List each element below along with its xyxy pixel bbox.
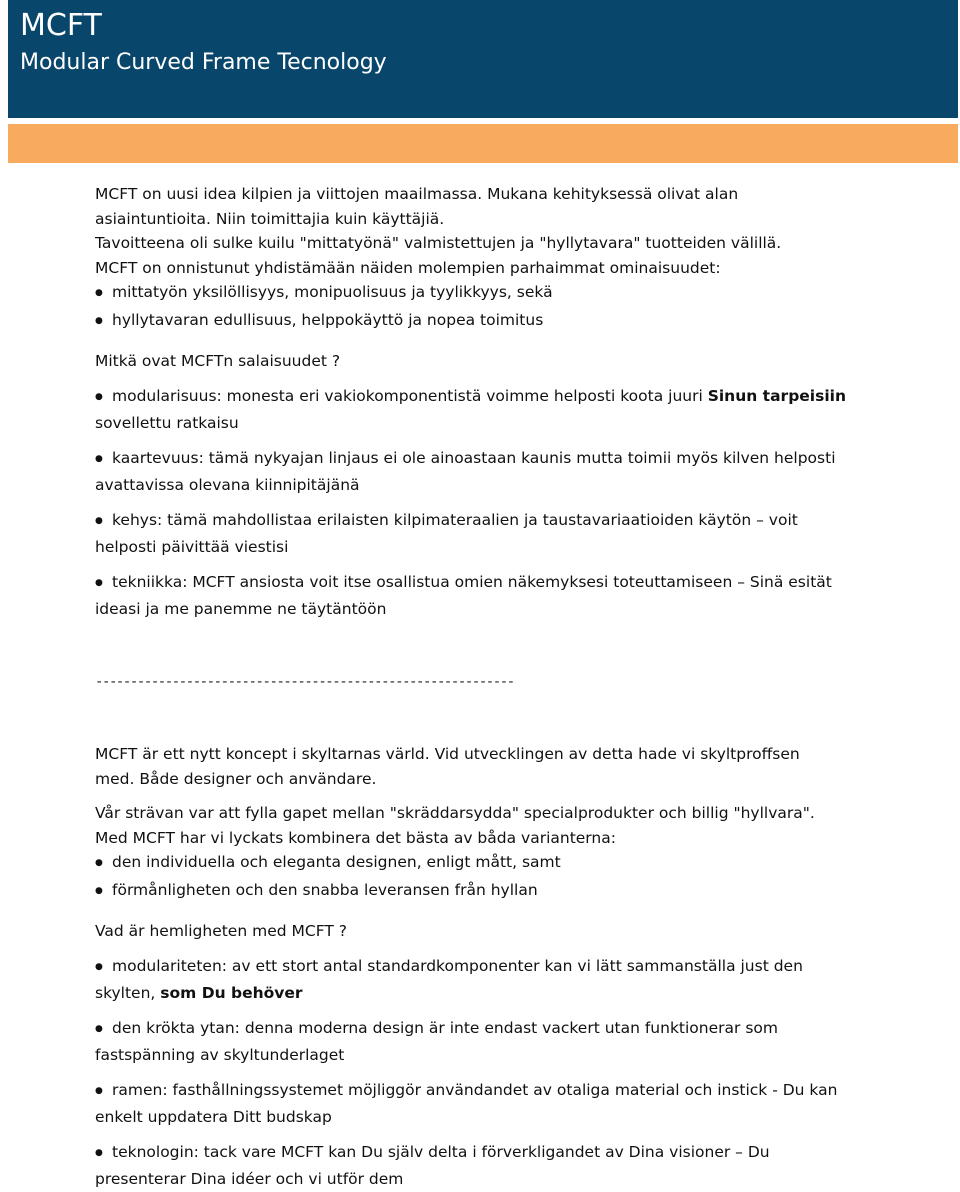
bullet-icon [95,446,112,474]
section-divider: ------------------------------------------------------------ [95,673,514,690]
bullet-icon [95,280,112,308]
page-header [8,0,958,118]
bullet-icon [95,308,112,336]
bullet-icon [95,878,112,906]
bullet-icon [95,1140,112,1168]
sv-intro-line: med. Både designer och användare. [95,769,377,788]
fi-question: Mitkä ovat MCFTn salaisuudet ? [95,352,341,370]
sv-secret-item: ●den krökta ytan: denna moderna design är inte endast vackert utan funktionerar som fastspänning av skyltunderlaget [95,1016,915,1068]
bullet-icon [95,1016,112,1044]
sv-secret-item: ●teknologin: tack vare MCFT kan Du själv delta i förverkligandet av Dina visioner – Du presenterar Dina idéer och vi utför dem [95,1140,915,1192]
sv-secret-item: ●modulariteten: av ett stort antal standardkomponenter kan vi lätt sammanställa just den skylten, som Du behöver [95,954,915,1006]
sv-goal-line: Vår strävan var att fylla gapet mellan "skräddarsydda" specialprodukter och billig "hyllvara". [95,804,815,822]
page-subtitle: Modular Curved Frame Tecnology [20,50,387,75]
document-body [95,182,915,1192]
fi-secret-item: ●kehys: tämä mahdollistaa erilaisten kilpimateraalien ja taustavariaatioiden käytön – voit helposti päivittää viestisi [95,508,915,560]
sv-feature-item: ●den individuella och eleganta designen, enligt mått, samt [95,850,915,878]
sv-goal-line: Med MCFT har vi lyckats kombinera det bästa av båda varianterna: [95,828,616,847]
fi-intro-line: Tavoitteena oli sulke kuilu "mittatyönä" valmistettujen ja "hyllytavara" tuotteiden välillä. [95,234,782,252]
fi-secret-item: ●modularisuus: monesta eri vakiokomponentistä voimme helposti koota juuri Sinun tarpeisiin sovellettu ratkaisu [95,384,915,436]
fi-intro-line: asiaintuntioita. Niin toimittajia kuin käyttäjiä. [95,209,445,228]
sv-intro-line: MCFT är ett nytt koncept i skyltarnas värld. Vid utvecklingen av detta hade vi skyltproffsen [95,745,800,763]
bullet-icon [95,850,112,878]
fi-secret-item: ●tekniikka: MCFT ansiosta voit itse osallistua omien näkemyksesi toteuttamiseen – Sinä esität ideasi ja me panemme ne täytäntöön [95,570,915,622]
bullet-icon [95,508,112,536]
fi-intro-line: MCFT on uusi idea kilpien ja viittojen maailmassa. Mukana kehityksessä olivat alan [95,185,739,203]
fi-intro-line: MCFT on onnistunut yhdistämään näiden molempien parhaimmat ominaisuudet: [95,258,721,277]
accent-stripe [8,124,958,163]
bullet-icon [95,570,112,598]
bullet-icon [95,954,112,982]
sv-secret-item: ●ramen: fasthållningssystemet möjliggör användandet av otaliga material och instick - Du kan enkelt uppdatera Ditt budskap [95,1078,915,1130]
sv-question: Vad är hemligheten med MCFT ? [95,922,347,940]
fi-feature-item: ●mittatyön yksilöllisyys, monipuolisuus ja tyylikkyys, sekä [95,280,915,308]
fi-secret-item: ●kaartevuus: tämä nykyajan linjaus ei ole ainoastaan kaunis mutta toimii myös kilven helposti avattavissa olevana kiinnipitäjänä [95,446,915,498]
bullet-icon [95,1078,112,1106]
page-title: MCFT [20,8,102,43]
fi-feature-item: ●hyllytavaran edullisuus, helppokäyttö ja nopea toimitus [95,308,915,336]
sv-feature-item: ●förmånligheten och den snabba leveransen från hyllan [95,878,915,906]
bullet-icon [95,384,112,412]
